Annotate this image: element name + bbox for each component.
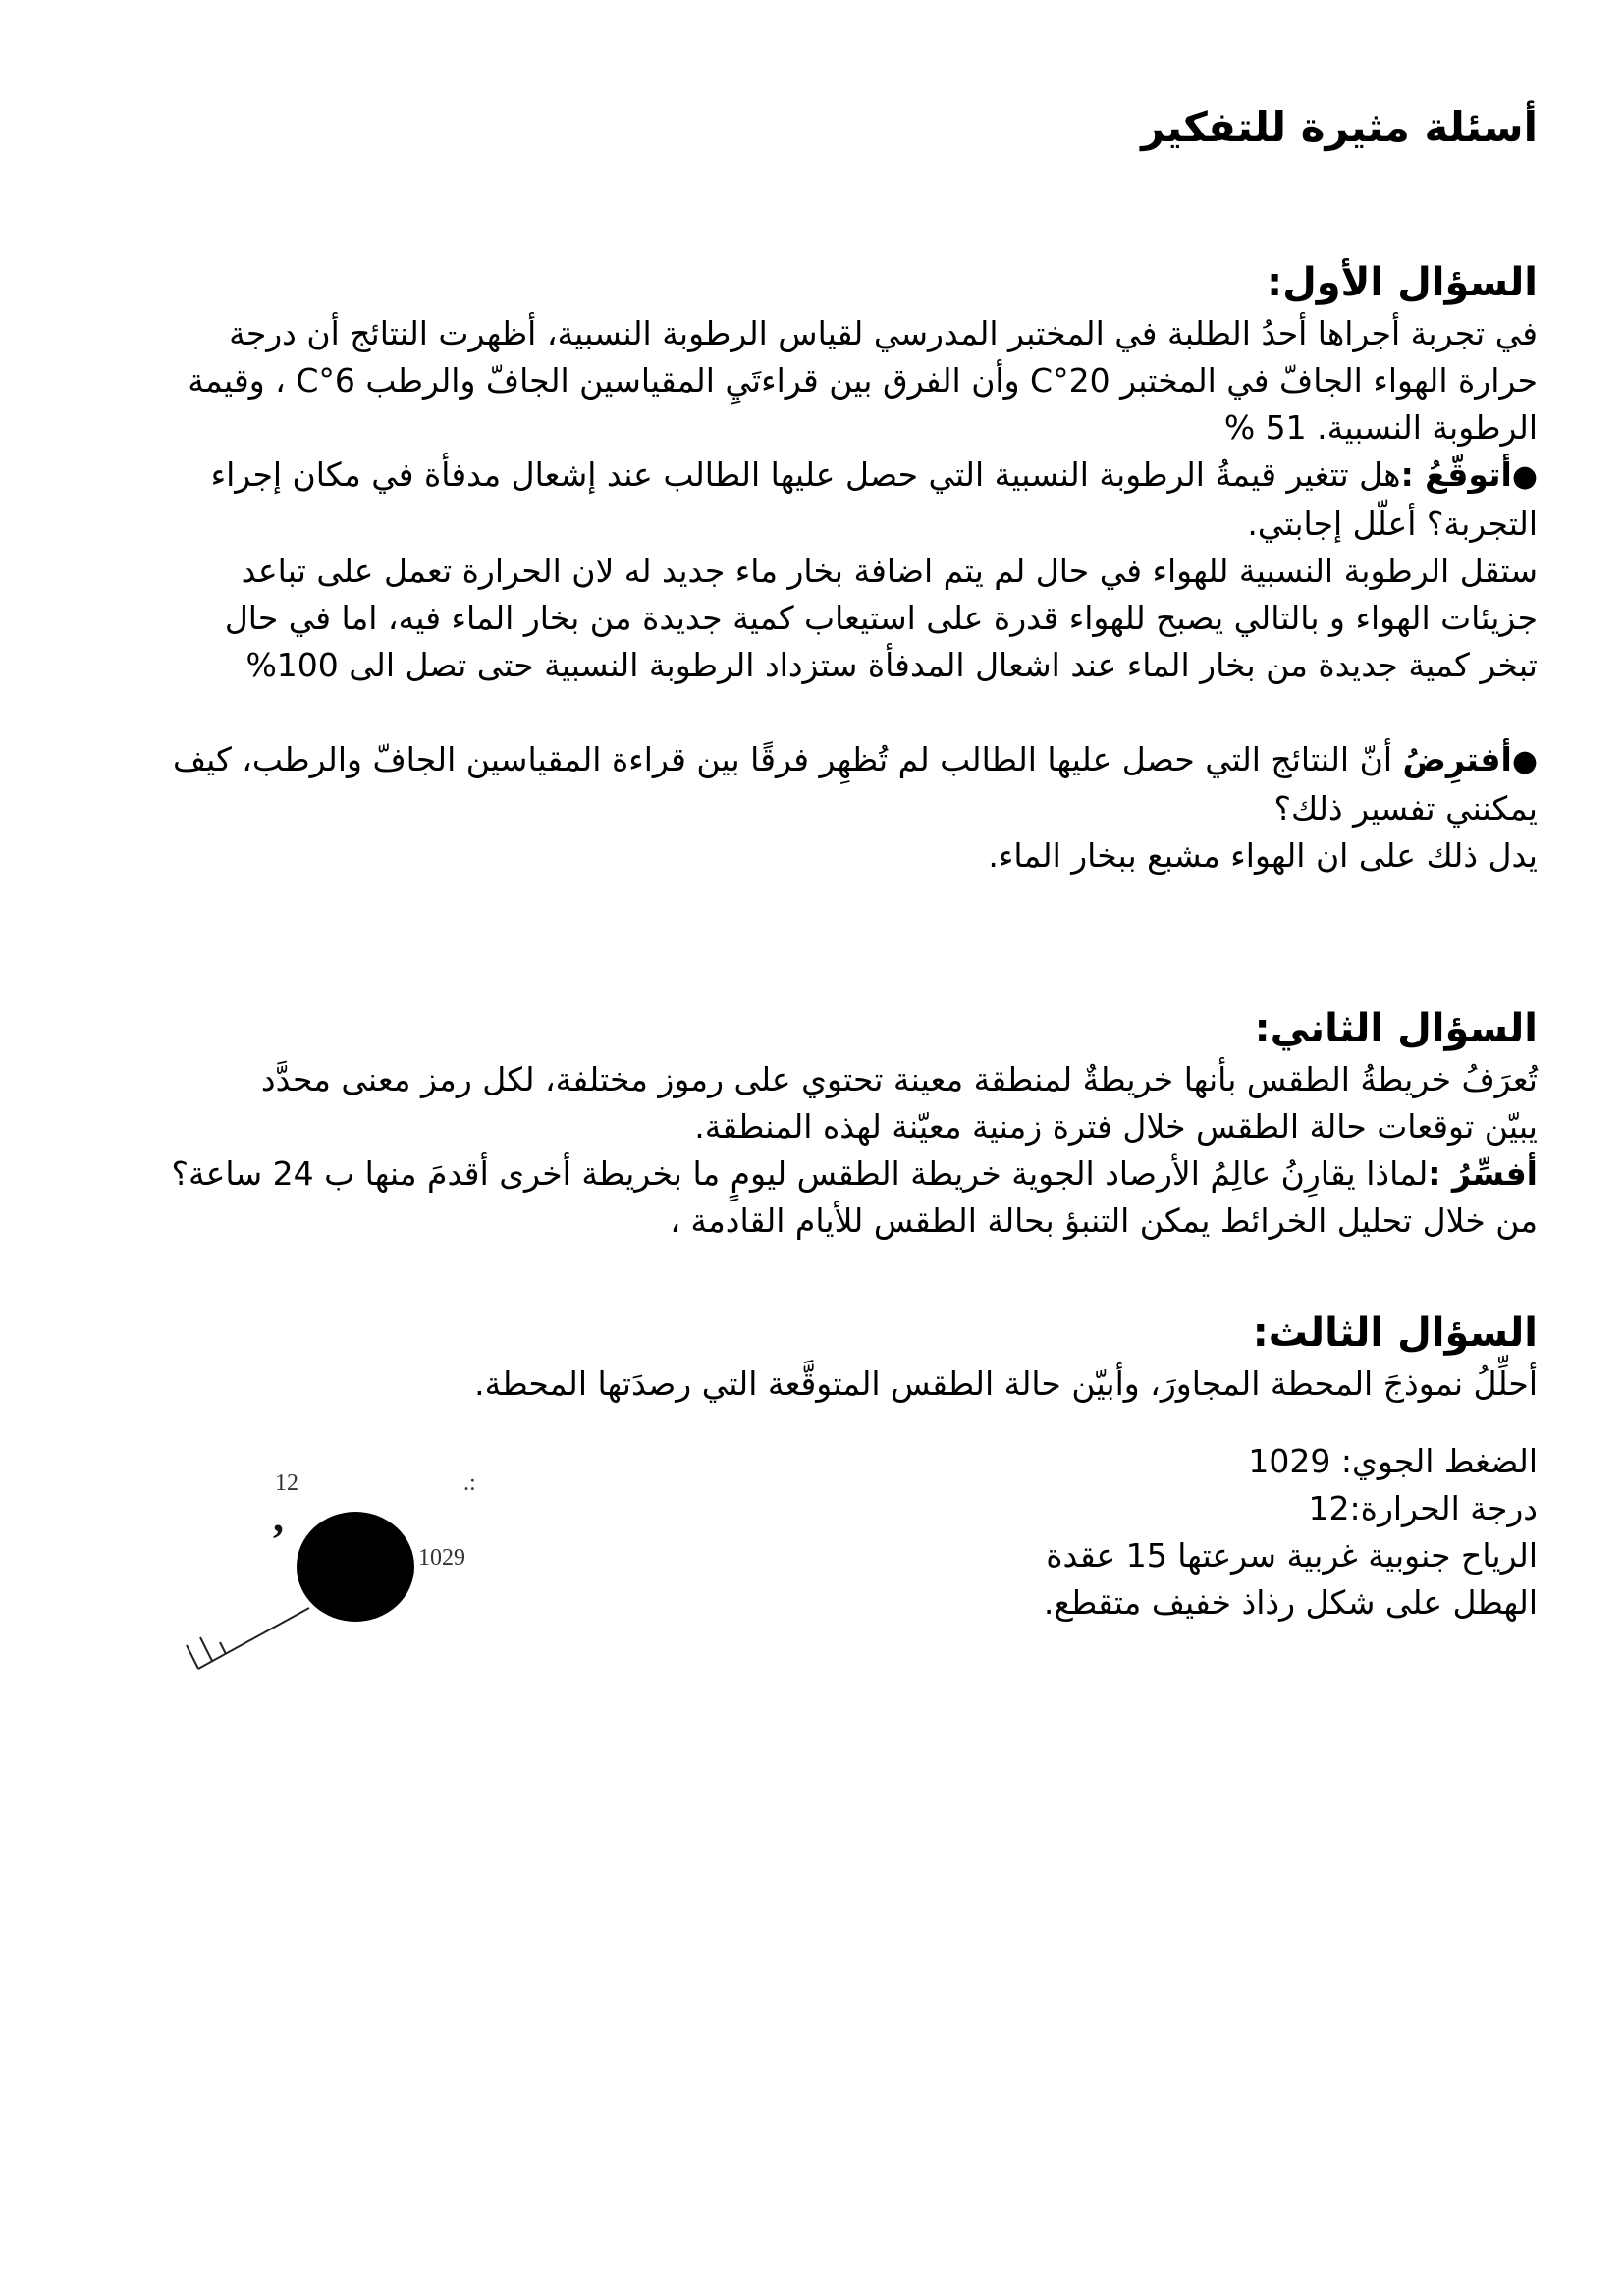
answer-1-line-2: جزيئات الهواء و بالتالي يصبح للهواء قدرة على استيعاب كمية جديدة من بخار الماء فيه، اما في حال — [224, 599, 1538, 637]
expect-text: هل تتغير قيمةُ الرطوبة النسبية التي حصل عليها الطالب عند إشعال مدفأة في مكان إجراء — [210, 455, 1401, 494]
answer-2: يدل ذلك على ان الهواء مشبع ببخار الماء. — [988, 836, 1538, 875]
temperature-answer: درجة الحرارة:12 — [1308, 1489, 1538, 1527]
bullet-icon: ● — [1511, 744, 1538, 778]
wind-barb-1 — [187, 1645, 198, 1669]
question-2-line-2: يبيّن توقعات حالة الطقس خلال فترة زمنية معيّنة لهذه المنطقة. — [694, 1107, 1538, 1146]
question-1-heading: السؤال الأول: — [1267, 260, 1538, 305]
question-2-answer: من خلال تحليل الخرائط يمكن التنبؤ بحالة الطقس للأيام القادمة ، — [670, 1201, 1538, 1240]
suppose-label: أفترِضُ — [1402, 740, 1512, 778]
wind-barb-2 — [200, 1637, 212, 1661]
suppose-question — [94, 736, 1538, 785]
wind-barb-half — [220, 1642, 226, 1654]
station-model-diagram — [177, 1463, 511, 1688]
question-1-line-1: في تجربة أجراها أحدُ الطلبة في المختبر المدرسي لقياس الرطوبة النسبية، أظهرت النتائج أن درجة — [229, 314, 1538, 352]
station-pressure: 1029 — [418, 1545, 465, 1571]
drizzle-comma-icon: , — [273, 1493, 284, 1541]
question-3-heading: السؤال الثالث: — [1252, 1310, 1538, 1356]
precipitation-answer: الهطل على شكل رذاذ خفيف متقطع. — [1043, 1583, 1538, 1622]
question-1-line-2: حرارة الهواء الجافّ في المختبر 20°C وأن الفرق بين قراءتَيِ المقياسين الجافّ والرطب 6°C ، وقيمة — [188, 361, 1538, 400]
question-2-heading: السؤال الثاني: — [1254, 1006, 1538, 1051]
explain-text: لماذا يقارِنُ عالِمُ الأرصاد الجوية خريطة الطقس ليومٍ ما بخريطة أخرى أقدمَ منها ب 24 ساعة؟ — [171, 1154, 1429, 1193]
explain-question — [94, 1150, 1538, 1198]
expect-text-2: التجربة؟ أعلّل إجابتي. — [1247, 505, 1538, 543]
expect-label: أتوقّعُ : — [1400, 455, 1512, 494]
page-title: أسئلة مثيرة للتفكير — [1141, 103, 1538, 151]
expect-question — [94, 452, 1538, 501]
station-temperature: 12 — [275, 1470, 298, 1496]
answer-1-line-1: ستقل الرطوبة النسبية للهواء في حال لم يتم اضافة بخار ماء جديد له لان الحرارة تعمل على تباعد — [241, 552, 1538, 590]
question-1 — [94, 255, 1538, 880]
wind-shaft — [198, 1608, 309, 1669]
pressure-answer: الضغط الجوي: 1029 — [1248, 1442, 1538, 1480]
question-3-text: أحلِّلُ نموذجَ المحطة المجاورَ، وأبيّن حالة الطقس المتوقَّعة التي رصدَتها المحطة. — [474, 1364, 1538, 1403]
station-mark: .: — [463, 1470, 476, 1496]
answer-1-line-3: تبخر كمية جديدة من بخار الماء عند اشعال المدفأة ستزداد الرطوبة النسبية حتى تصل الى 100% — [245, 646, 1538, 684]
bullet-icon: ● — [1511, 459, 1538, 494]
station-circle — [297, 1512, 414, 1622]
suppose-text: أنّ النتائج التي حصل عليها الطالب لم تُظهِر فرقًا بين قراءة المقياسين الجافّ والرطب، كيف — [172, 740, 1392, 778]
wind-answer: الرياح جنوبية غربية سرعتها 15 عقدة — [1046, 1536, 1538, 1575]
question-1-line-3: الرطوبة النسبية. 51 % — [1223, 408, 1538, 447]
question-2 — [94, 1001, 1538, 1245]
question-3 — [94, 1306, 1538, 1408]
station-answer — [850, 1438, 1538, 1627]
suppose-text-2: يمكنني تفسير ذلك؟ — [1273, 789, 1538, 828]
explain-label: أفسِّرُ : — [1428, 1154, 1538, 1193]
question-2-line-1: تُعرَفُ خريطةُ الطقس بأنها خريطةٌ لمنطقة معينة تحتوي على رموز مختلفة، لكل رمز معنى محدَّد — [260, 1060, 1538, 1098]
